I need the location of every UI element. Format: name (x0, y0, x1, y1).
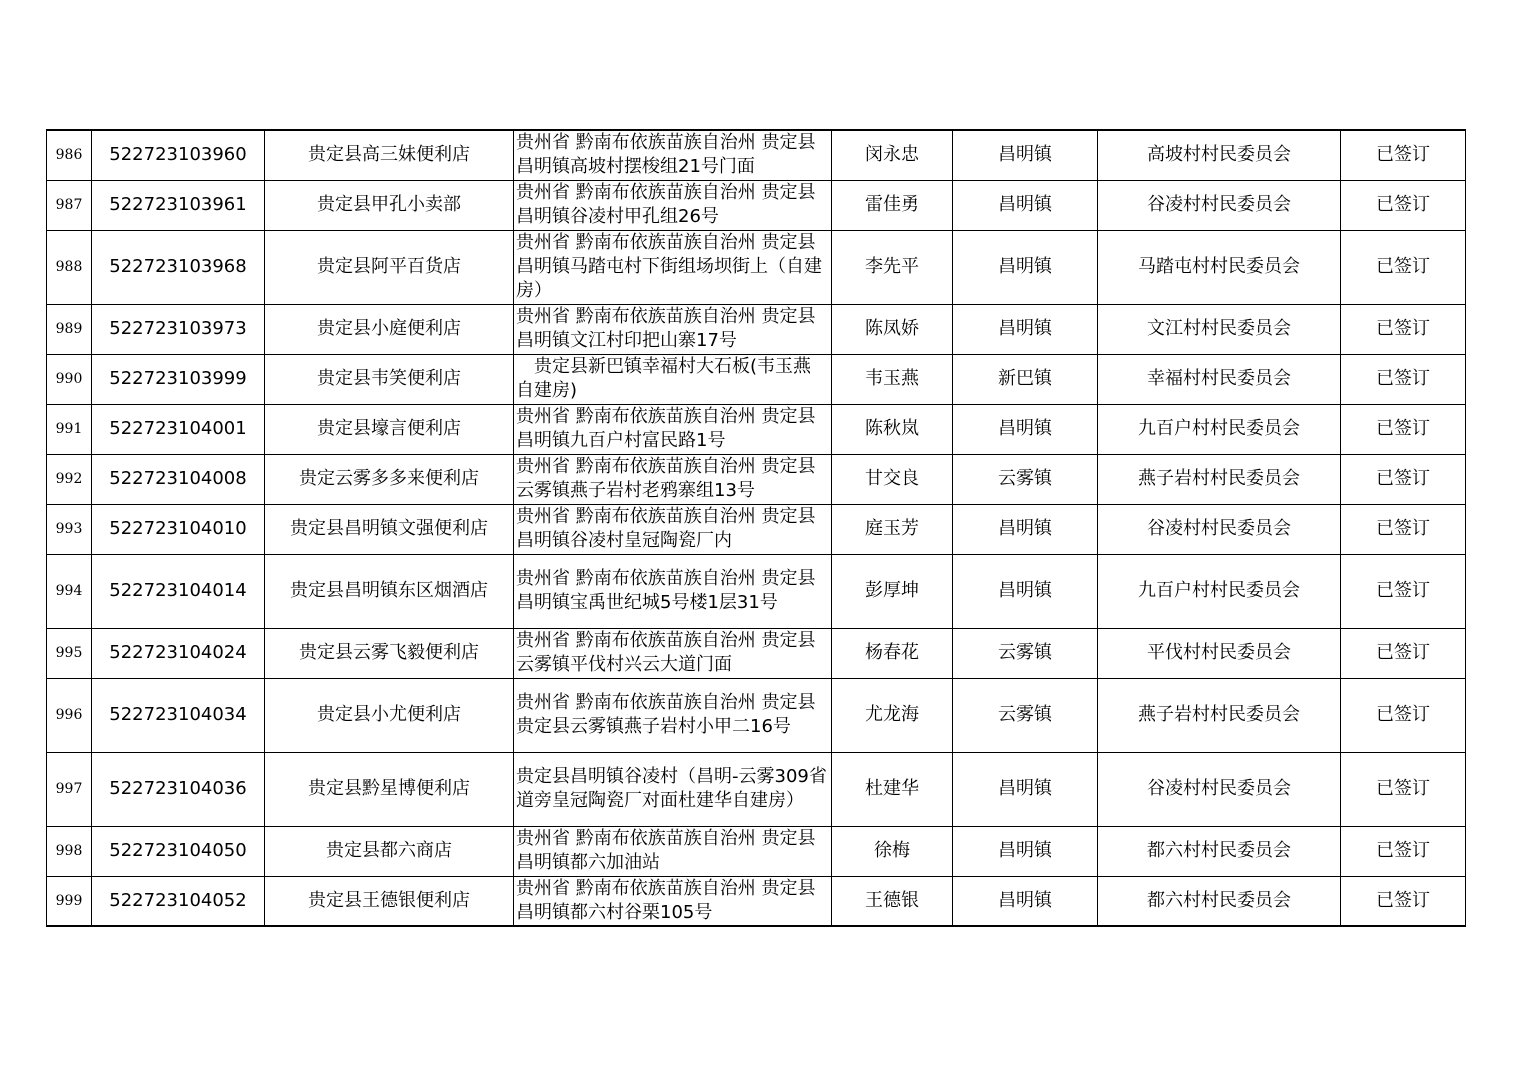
shop-name: 贵定云雾多多来便利店 (265, 454, 514, 504)
village-committee: 谷凌村村民委员会 (1098, 180, 1341, 230)
table-row (47, 876, 1466, 926)
row-number: 987 (47, 180, 92, 230)
sign-status: 已签订 (1341, 876, 1466, 926)
owner-name: 甘交良 (832, 454, 953, 504)
table-row (47, 554, 1466, 628)
owner-name: 陈秋岚 (832, 404, 953, 454)
table-row (47, 404, 1466, 454)
owner-name: 陈凤娇 (832, 304, 953, 354)
shop-name: 贵定县王德银便利店 (265, 876, 514, 926)
village-committee: 幸福村村民委员会 (1098, 354, 1341, 404)
license-code: 522723103999 (92, 354, 265, 404)
owner-name: 庭玉芳 (832, 504, 953, 554)
village-committee: 谷凌村村民委员会 (1098, 752, 1341, 826)
row-number: 996 (47, 678, 92, 752)
sign-status: 已签订 (1341, 404, 1466, 454)
town-name: 昌明镇 (953, 404, 1098, 454)
town-name: 云雾镇 (953, 678, 1098, 752)
shop-address: 贵州省 黔南布依族苗族自治州 贵定县昌明镇文江村印把山寨17号 (514, 304, 832, 354)
row-number: 998 (47, 826, 92, 876)
sign-status: 已签订 (1341, 554, 1466, 628)
license-code: 522723104008 (92, 454, 265, 504)
row-number: 992 (47, 454, 92, 504)
village-committee: 高坡村村民委员会 (1098, 130, 1341, 180)
table-row (47, 504, 1466, 554)
table-row (47, 628, 1466, 678)
shop-address: 贵定县昌明镇谷凌村（昌明-云雾309省道旁皇冠陶瓷厂对面杜建华自建房） (514, 752, 832, 826)
row-number: 991 (47, 404, 92, 454)
shop-address: 贵州省 黔南布依族苗族自治州 贵定县昌明镇谷凌村皇冠陶瓷厂内 (514, 504, 832, 554)
shop-address: 贵州省 黔南布依族苗族自治州 贵定县昌明镇谷凌村甲孔组26号 (514, 180, 832, 230)
owner-name: 王德银 (832, 876, 953, 926)
village-committee: 燕子岩村村民委员会 (1098, 678, 1341, 752)
shop-address: 贵州省 黔南布依族苗族自治州 贵定县昌明镇都六村谷栗105号 (514, 876, 832, 926)
shop-name: 贵定县韦笑便利店 (265, 354, 514, 404)
owner-name: 尤龙海 (832, 678, 953, 752)
town-name: 昌明镇 (953, 876, 1098, 926)
shop-address: 贵州省 黔南布依族苗族自治州 贵定县昌明镇马踏屯村下街组场坝街上（自建房） (514, 230, 832, 304)
table-row (47, 304, 1466, 354)
sign-status: 已签订 (1341, 180, 1466, 230)
shop-name: 贵定县小庭便利店 (265, 304, 514, 354)
town-name: 昌明镇 (953, 826, 1098, 876)
town-name: 昌明镇 (953, 180, 1098, 230)
owner-name: 闵永忠 (832, 130, 953, 180)
license-code: 522723103961 (92, 180, 265, 230)
license-code: 522723103960 (92, 130, 265, 180)
shop-name: 贵定县昌明镇文强便利店 (265, 504, 514, 554)
town-name: 新巴镇 (953, 354, 1098, 404)
shop-address: 贵州省 黔南布依族苗族自治州 贵定县昌明镇九百户村富民路1号 (514, 404, 832, 454)
store-list-table (46, 129, 1466, 927)
town-name: 昌明镇 (953, 752, 1098, 826)
shop-name: 贵定县高三妹便利店 (265, 130, 514, 180)
owner-name: 彭厚坤 (832, 554, 953, 628)
shop-name: 贵定县都六商店 (265, 826, 514, 876)
license-code: 522723103973 (92, 304, 265, 354)
sign-status: 已签订 (1341, 354, 1466, 404)
license-code: 522723103968 (92, 230, 265, 304)
row-number: 988 (47, 230, 92, 304)
shop-name: 贵定县壕言便利店 (265, 404, 514, 454)
row-number: 986 (47, 130, 92, 180)
row-number: 997 (47, 752, 92, 826)
shop-address: 贵定县新巴镇幸福村大石板(韦玉燕自建房) (514, 354, 832, 404)
sign-status: 已签订 (1341, 678, 1466, 752)
license-code: 522723104014 (92, 554, 265, 628)
village-committee: 文江村村民委员会 (1098, 304, 1341, 354)
shop-name: 贵定县小尤便利店 (265, 678, 514, 752)
shop-name: 贵定县云雾飞毅便利店 (265, 628, 514, 678)
town-name: 云雾镇 (953, 628, 1098, 678)
sign-status: 已签订 (1341, 504, 1466, 554)
shop-name: 贵定县阿平百货店 (265, 230, 514, 304)
sign-status: 已签订 (1341, 230, 1466, 304)
shop-address: 贵州省 黔南布依族苗族自治州 贵定县昌明镇都六加油站 (514, 826, 832, 876)
shop-address: 贵州省 黔南布依族苗族自治州 贵定县昌明镇高坡村摆梭组21号门面 (514, 130, 832, 180)
table-row (47, 826, 1466, 876)
shop-address: 贵州省 黔南布依族苗族自治州 贵定县昌明镇宝禹世纪城5号楼1层31号 (514, 554, 832, 628)
license-code: 522723104010 (92, 504, 265, 554)
town-name: 昌明镇 (953, 504, 1098, 554)
sign-status: 已签订 (1341, 130, 1466, 180)
owner-name: 杨春花 (832, 628, 953, 678)
table-row (47, 678, 1466, 752)
sign-status: 已签订 (1341, 826, 1466, 876)
sign-status: 已签订 (1341, 454, 1466, 504)
table-row (47, 230, 1466, 304)
license-code: 522723104001 (92, 404, 265, 454)
row-number: 999 (47, 876, 92, 926)
owner-name: 杜建华 (832, 752, 953, 826)
village-committee: 都六村村民委员会 (1098, 876, 1341, 926)
license-code: 522723104036 (92, 752, 265, 826)
village-committee: 九百户村村民委员会 (1098, 404, 1341, 454)
license-code: 522723104050 (92, 826, 265, 876)
sign-status: 已签订 (1341, 628, 1466, 678)
owner-name: 李先平 (832, 230, 953, 304)
town-name: 昌明镇 (953, 130, 1098, 180)
village-committee: 燕子岩村村民委员会 (1098, 454, 1341, 504)
owner-name: 雷佳勇 (832, 180, 953, 230)
sign-status: 已签订 (1341, 752, 1466, 826)
village-committee: 九百户村村民委员会 (1098, 554, 1341, 628)
town-name: 昌明镇 (953, 304, 1098, 354)
license-code: 522723104034 (92, 678, 265, 752)
village-committee: 都六村村民委员会 (1098, 826, 1341, 876)
town-name: 昌明镇 (953, 230, 1098, 304)
shop-address: 贵州省 黔南布依族苗族自治州 贵定县贵定县云雾镇燕子岩村小甲二16号 (514, 678, 832, 752)
owner-name: 徐梅 (832, 826, 953, 876)
shop-name: 贵定县黔星博便利店 (265, 752, 514, 826)
table-body (47, 130, 1466, 926)
row-number: 990 (47, 354, 92, 404)
table-row (47, 752, 1466, 826)
village-committee: 马踏屯村村民委员会 (1098, 230, 1341, 304)
sign-status: 已签订 (1341, 304, 1466, 354)
row-number: 993 (47, 504, 92, 554)
table-row (47, 354, 1466, 404)
village-committee: 平伐村村民委员会 (1098, 628, 1341, 678)
row-number: 994 (47, 554, 92, 628)
table-row (47, 130, 1466, 180)
license-code: 522723104024 (92, 628, 265, 678)
shop-address: 贵州省 黔南布依族苗族自治州 贵定县云雾镇平伐村兴云大道门面 (514, 628, 832, 678)
table-row (47, 454, 1466, 504)
shop-address: 贵州省 黔南布依族苗族自治州 贵定县云雾镇燕子岩村老鸦寨组13号 (514, 454, 832, 504)
shop-name: 贵定县昌明镇东区烟酒店 (265, 554, 514, 628)
table-row (47, 180, 1466, 230)
license-code: 522723104052 (92, 876, 265, 926)
owner-name: 韦玉燕 (832, 354, 953, 404)
village-committee: 谷凌村村民委员会 (1098, 504, 1341, 554)
row-number: 995 (47, 628, 92, 678)
row-number: 989 (47, 304, 92, 354)
shop-name: 贵定县甲孔小卖部 (265, 180, 514, 230)
town-name: 昌明镇 (953, 554, 1098, 628)
town-name: 云雾镇 (953, 454, 1098, 504)
